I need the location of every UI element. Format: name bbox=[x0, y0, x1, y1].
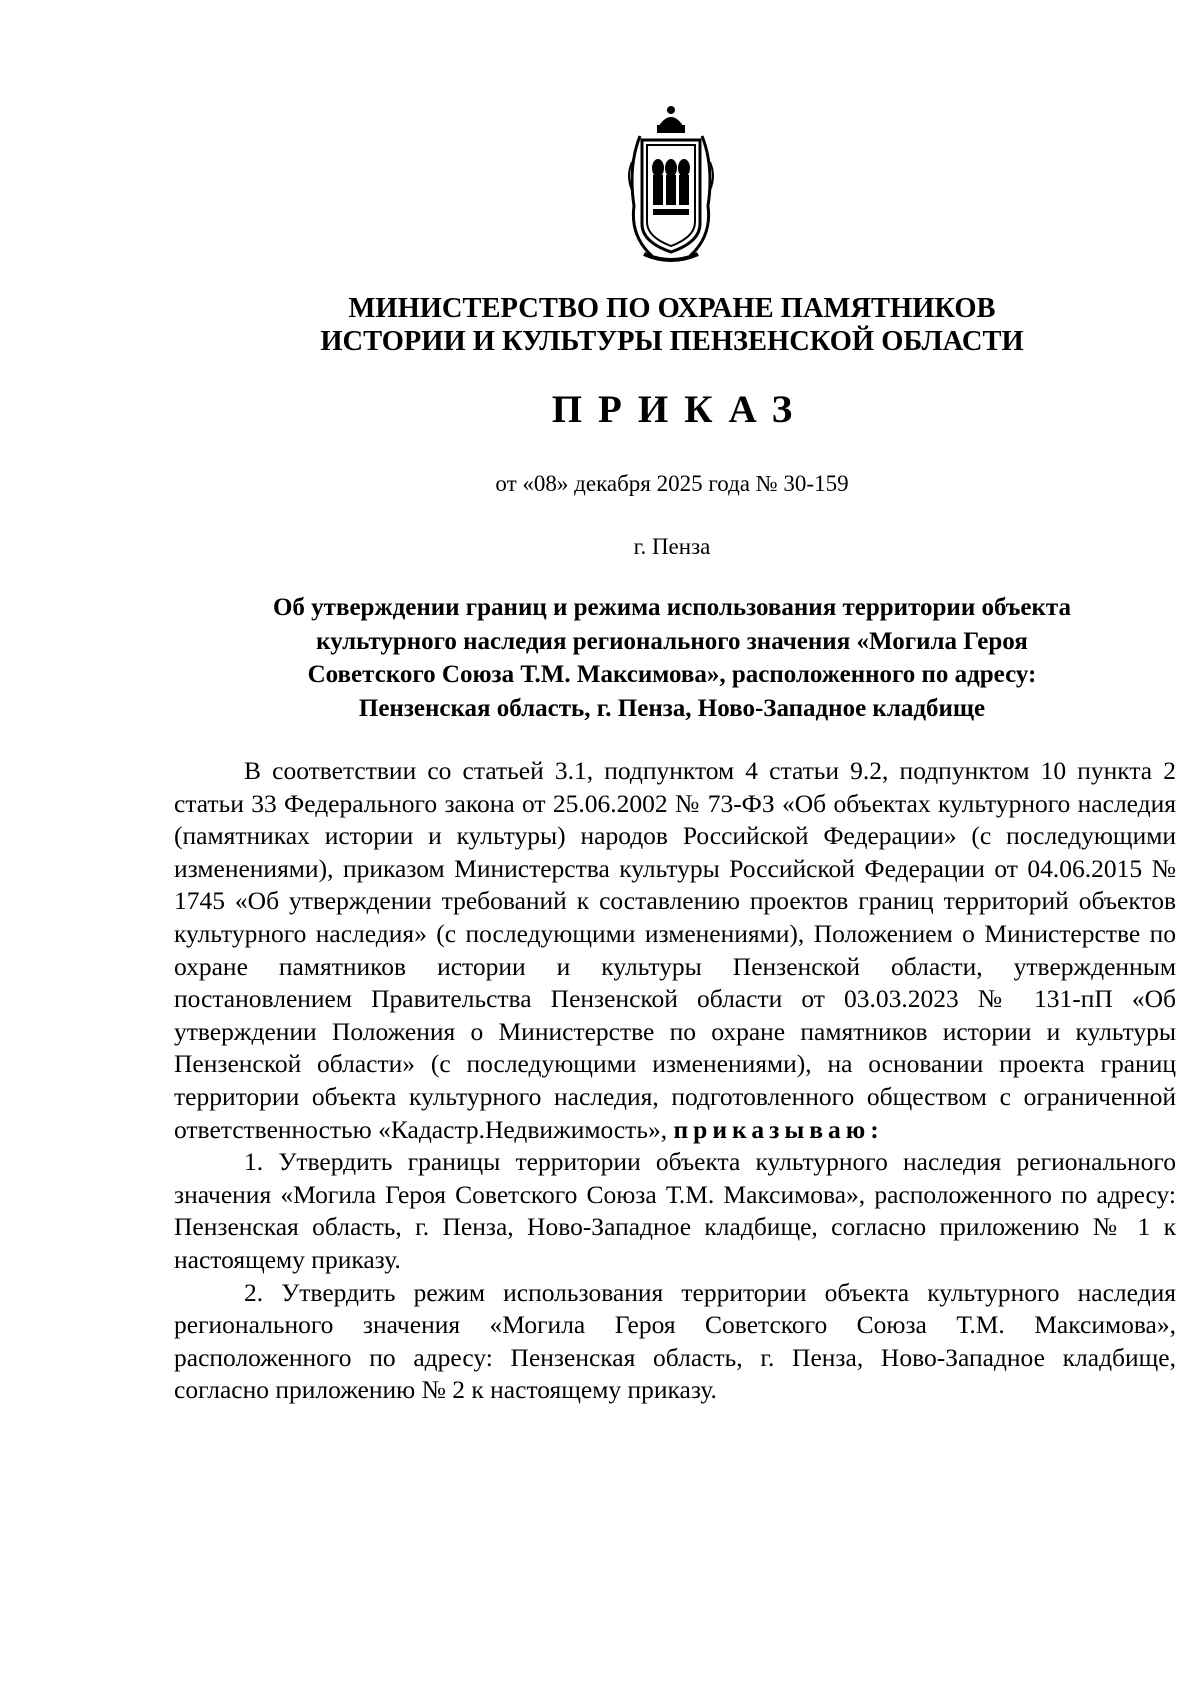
ministry-line-1: МИНИСТЕРСТВО ПО ОХРАНЕ ПАМЯТНИКОВ bbox=[348, 293, 996, 324]
ministry-name bbox=[0, 292, 1200, 358]
subject-line-3: Советского Союза Т.М. Максимова», расположенного по адресу: bbox=[307, 661, 1037, 688]
subject-line-4: Пензенская область, г. Пенза, Ново-Западное кладбище bbox=[358, 694, 986, 722]
subject-line-1: Об утверждении границ и режима использования территории объекта bbox=[272, 594, 1072, 621]
document-type-title: ПРИКАЗ bbox=[551, 388, 809, 431]
order-subject bbox=[168, 591, 1176, 725]
order-item-1: 1. Утвердить границы территории объекта культурного наследия регионального значения «Могила Героя Советского Союза Т.М. Максимова», расположенного по адресу: Пензенская область, г. Пенза, Ново-Западное кладбище, согласно приложению № 1 к настоящему приказу. bbox=[174, 1147, 1176, 1274]
order-date-number: от «08» декабря 2025 года № 30-159 bbox=[495, 471, 849, 496]
subject-line-2: культурного наследия регионального значения «Могила Героя bbox=[316, 627, 1028, 655]
penza-oblast-coat-of-arms-icon bbox=[622, 106, 720, 266]
preamble-text: В соответствии со статьей 3.1, подпунктом 4 статьи 9.2, подпунктом 10 пункта 2 статьи 33 Федерального закона от 25.06.2002 № 73-ФЗ «Об объектах культурного наследия (памятниках истории и культуры) народов Российской Федерации» (с последующими изменениями), приказом Министерства культуры Российской Федерации от 04.06.2015 № 1745 «Об утверждении требований к составлению проектов границ территорий объектов культурного наследия» (с последующими изменениями), Положением о Министерстве по охране памятников истории и культуры Пензенской области, утвержденным постановлением Правительства Пензенской области от 03.03.2023 № 131-пП «Об утверждении Положения о Министерстве по охране памятников истории и культуры Пензенской области» (с последующими изменениями), на основании проекта границ территории объекта культурного наследия, подготовленного обществом с ограниченной ответственностью «Кадастр.Недвижимость», bbox=[174, 756, 1176, 1144]
order-city: г. Пенза bbox=[633, 534, 711, 559]
preamble-paragraph bbox=[174, 755, 1176, 1146]
order-word: приказываю: bbox=[673, 1114, 884, 1144]
order-item-2: 2. Утвердить режим использования территории объекта культурного наследия регионального значения «Могила Героя Советского Союза Т.М. Максимова», расположенного по адресу: Пензенская область, г. Пенза, Ново-Западное кладбище, согласно приложению № 2 к настоящему приказу. bbox=[174, 1277, 1176, 1405]
ministry-line-2: ИСТОРИИ И КУЛЬТУРЫ ПЕНЗЕНСКОЙ ОБЛАСТИ bbox=[320, 326, 1024, 357]
order-body bbox=[174, 755, 1176, 1407]
